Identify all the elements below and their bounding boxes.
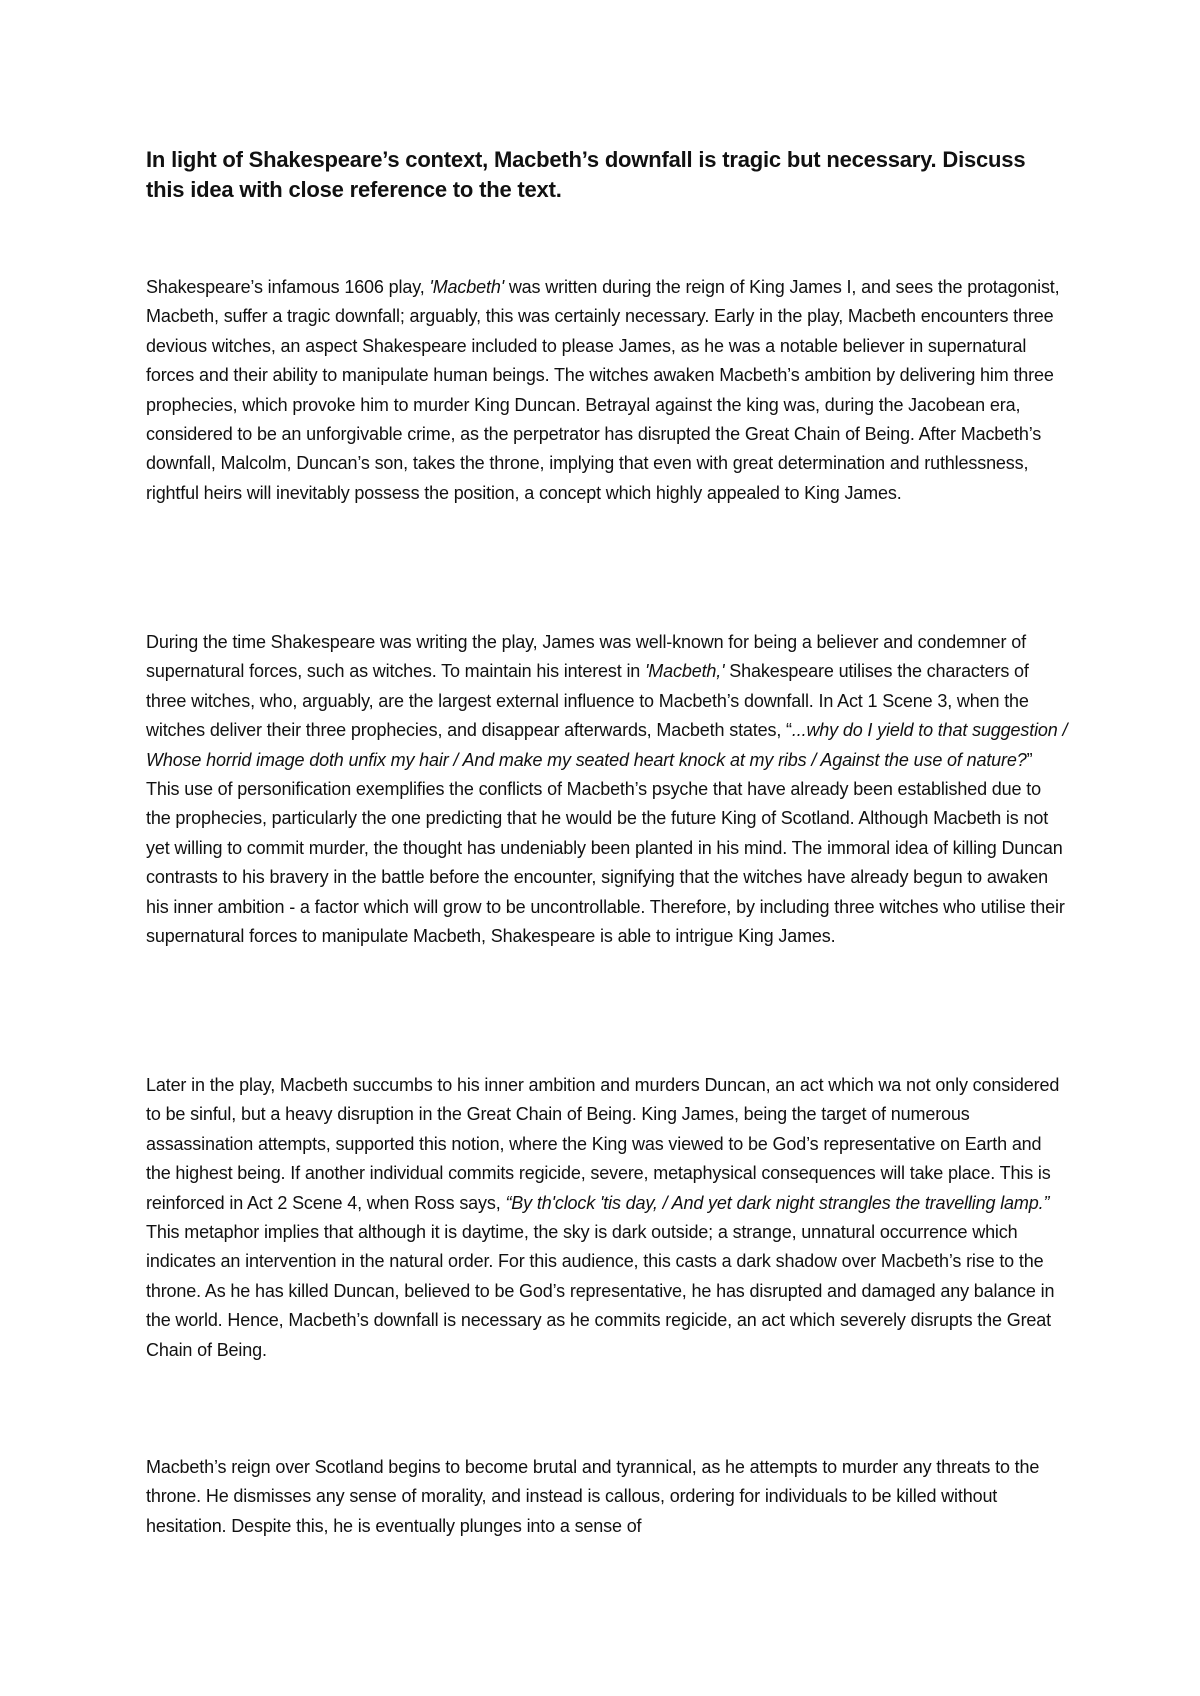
paragraph-2-text-c: Shakespeare utilises the characters of three witches, who, arguably, are the largest external influence to Macbeth’s downfall. In Act 1 Scene 3, when the witches deliver their three prophecies, and disappear afterwards, Macbeth states, “ (146, 661, 1029, 741)
quotation-act2-scene4: “By th'clock 'tis day, / And yet dark night strangles the travelling lamp.” (505, 1192, 1050, 1213)
paragraph-3 (146, 1071, 1070, 1365)
paragraph-3-text-c: This metaphor implies that although it is daytime, the sky is dark outside; a strange, unnatural occurrence which indicates an intervention in the natural order. For this audience, this casts a dark shadow over Macbeth’s rise to the throne. As he has killed Duncan, believed to be God’s representative, he has disrupted and damaged any balance in the world. Hence, Macbeth’s downfall is necessary as he commits regicide, an act which severely disrupts the Great Chain of Being. (146, 1222, 1055, 1360)
paragraph-2-text-e: ” This use of personification exemplifies the conflicts of Macbeth’s psyche that have already been established due to the prophecies, particularly the one predicting that he would be the future King of Scotland. Although Macbeth is not yet willing to commit murder, the thought has undeniably been planted in his mind. The immoral idea of killing Duncan contrasts to his bravery in the battle before the encounter, signifying that the witches have already begun to awaken his inner ambition - a factor which will grow to be uncontrollable. Therefore, by including three witches who utilise their supernatural forces to manipulate Macbeth, Shakespeare is able to intrigue King James. (146, 749, 1065, 947)
paragraph-1 (146, 273, 1070, 508)
quotation-act1-scene3: ...why do I yield to that suggestion / Whose horrid image doth unfix my hair / And make my seated heart knock at my ribs / Against the use of nature? (146, 720, 1068, 770)
play-title-italic: 'Macbeth' (429, 277, 504, 297)
paragraph-1-text-a: Shakespeare’s infamous 1606 play, (146, 277, 430, 297)
paragraph-2-text-a: During the time Shakespeare was writing the play, James was well-known for being a believer and condemner of supernatural forces, such as witches. To maintain his interest in (146, 632, 1026, 682)
essay-title: In light of Shakespeare’s context, Macbeth’s downfall is tragic but necessary. Discuss this idea with close reference to the text. (146, 147, 1026, 202)
paragraph-4 (146, 1453, 1070, 1541)
paragraph-2 (146, 628, 1070, 951)
play-title-italic: 'Macbeth,' (645, 661, 725, 682)
paragraph-4-text-a: Macbeth’s reign over Scotland begins to become brutal and tyrannical, as he attempts to murder any threats to the throne. He dismisses any sense of morality, and instead is callous, ordering for individuals to be killed without hesitation. Despite this, he is eventually plunges into a sense of (146, 1457, 1040, 1536)
paragraph-3-text-a: Later in the play, Macbeth succumbs to his inner ambition and murders Duncan, an act which wa not only considered to be sinful, but a heavy disruption in the Great Chain of Being. King James, being the target of numerous assassination attempts, supported this notion, where the King was viewed to be God’s representative on Earth and the highest being. If another individual commits regicide, severe, metaphysical consequences will take place. This is reinforced in Act 2 Scene 4, when Ross says, (146, 1075, 1060, 1213)
paragraph-1-text-c: was written during the reign of King James I, and sees the protagonist, Macbeth, suffer a tragic downfall; arguably, this was certainly necessary. Early in the play, Macbeth encounters three devious witches, an aspect Shakespeare included to please James, as he was a notable believer in supernatural forces and their ability to manipulate human beings. The witches awaken Macbeth’s ambition by delivering him three prophecies, which provoke him to murder King Duncan. Betrayal against the king was, during the Jacobean era, considered to be an unforgivable crime, as the perpetrator has disrupted the Great Chain of Being. After Macbeth’s downfall, Malcolm, Duncan’s son, takes the throne, implying that even with great determination and ruthlessness, rightful heirs will inevitably possess the position, a concept which highly appealed to King James. (146, 277, 1060, 503)
